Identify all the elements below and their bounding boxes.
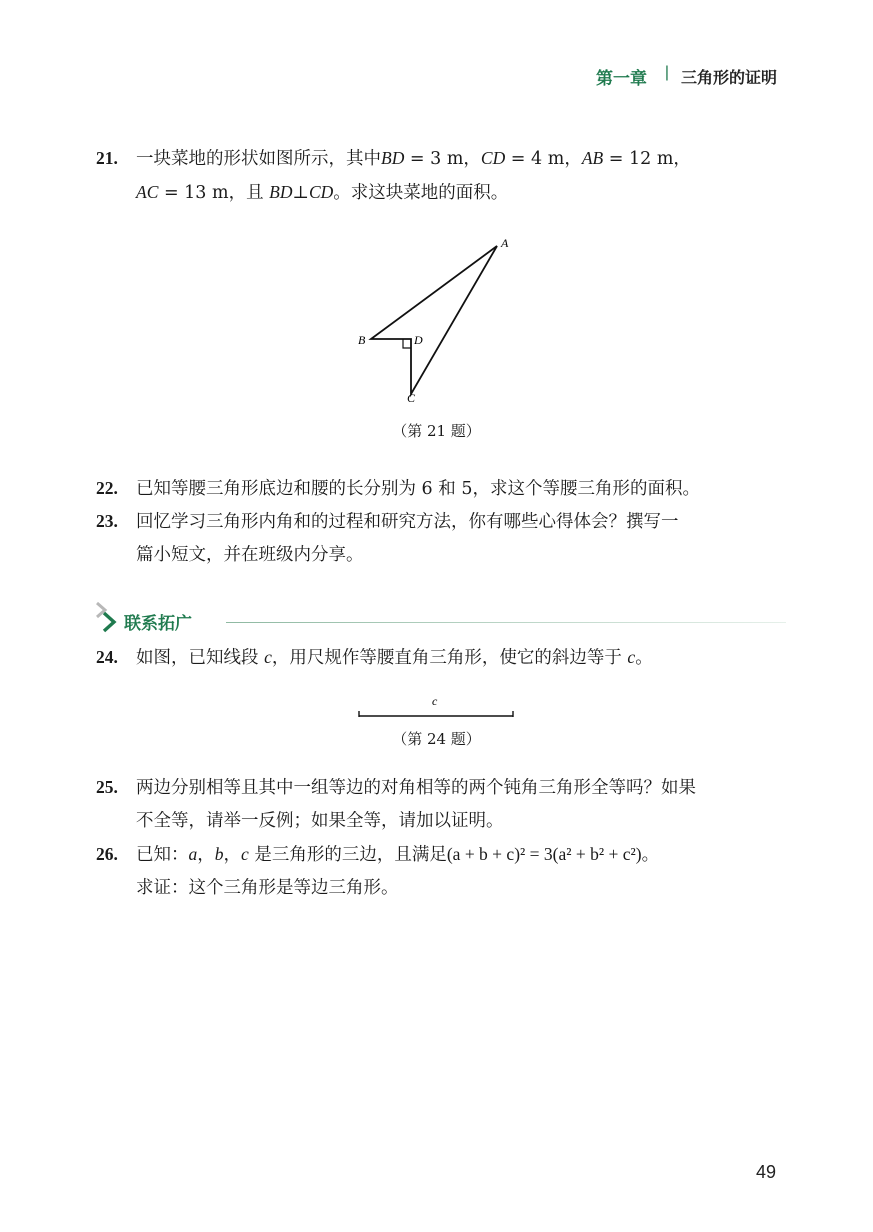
problem-text: ，用尺规作等腰直角三角形，使它的斜边等于 [271, 648, 628, 668]
figure-24-segment [352, 690, 522, 722]
figure-21-caption: （第 21 题） [392, 422, 481, 440]
problem-text: 是三角形的三边，且满足 [248, 845, 447, 865]
math-var: AB [581, 148, 604, 168]
problem-number: 24. [96, 647, 118, 667]
chapter-label: 第一章 [596, 69, 647, 89]
vertex-label-a: A [501, 236, 509, 250]
section-divider [226, 622, 786, 623]
problem-text: 。求这块菜地的面积。 [333, 183, 509, 203]
problem-text: = 3 m， [404, 149, 481, 169]
problem-text: 篇小短文，并在班级内分享。 [136, 545, 364, 565]
problem-text: 。 [635, 648, 653, 668]
problem-text: 。 [641, 845, 660, 865]
problem-22 [96, 472, 786, 506]
problem-text: ， [223, 845, 241, 865]
vertex-label-b: B [358, 333, 366, 347]
section-header [94, 607, 784, 637]
figure-21-quadrilateral [350, 232, 530, 412]
problem-23 [96, 505, 786, 572]
math-var: a [188, 844, 198, 864]
math-var: CD [308, 182, 334, 202]
segment-label-c: c [432, 694, 438, 708]
problem-text: ， [197, 845, 215, 865]
vertex-label-d: D [414, 333, 423, 347]
math-var: b [214, 844, 224, 864]
problem-text: 求证：这个三角形是等边三角形。 [136, 878, 399, 898]
chevron-right-icon [94, 601, 122, 635]
problem-text: 一块菜地的形状如图所示，其中 [136, 149, 381, 169]
problem-text: = 4 m， [505, 149, 582, 169]
math-var: BD [269, 182, 293, 202]
figure-24-caption: （第 24 题） [392, 730, 481, 748]
vertex-label-c: C [407, 391, 416, 405]
problem-number: 22. [96, 478, 118, 498]
problem-text: 已知等腰三角形底边和腰的长分别为 6 和 5，求这个等腰三角形的面积。 [136, 479, 700, 499]
problem-number: 26. [96, 844, 118, 864]
chapter-title: 三角形的证明 [680, 68, 777, 87]
perp-symbol: ⊥ [292, 183, 309, 203]
problem-number: 21. [96, 148, 118, 168]
problem-text: 两边分别相等且其中一组等边的对角相等的两个钝角三角形全等吗？如果 [136, 778, 696, 798]
math-var: AC [136, 182, 159, 202]
problem-text: = 12 m， [603, 149, 691, 169]
math-var: c [627, 647, 636, 667]
math-var: c [264, 647, 272, 667]
problem-text: 已知： [136, 845, 189, 865]
problem-number: 25. [96, 777, 118, 797]
problem-text: = 13 m，且 [158, 183, 270, 203]
section-title: 联系拓广 [124, 614, 192, 634]
problem-26 [96, 838, 786, 905]
page-number: 49 [756, 1162, 777, 1182]
problem-21 [96, 142, 786, 210]
math-formula: (a + b + c)² = 3(a² + b² + c²) [446, 844, 642, 864]
problem-25 [96, 771, 786, 838]
math-var: CD [480, 148, 506, 168]
problem-text: 不全等，请举一反例；如果全等，请加以证明。 [136, 811, 504, 831]
problem-text: 回忆学习三角形内角和的过程和研究方法，你有哪些心得体会？撰写一 [136, 512, 679, 532]
problem-text: 如图，已知线段 [136, 648, 265, 668]
problem-24 [96, 641, 786, 675]
math-var: c [241, 844, 249, 864]
header-separator: | [664, 64, 669, 81]
problem-number: 23. [96, 511, 118, 531]
math-var: BD [381, 148, 405, 168]
